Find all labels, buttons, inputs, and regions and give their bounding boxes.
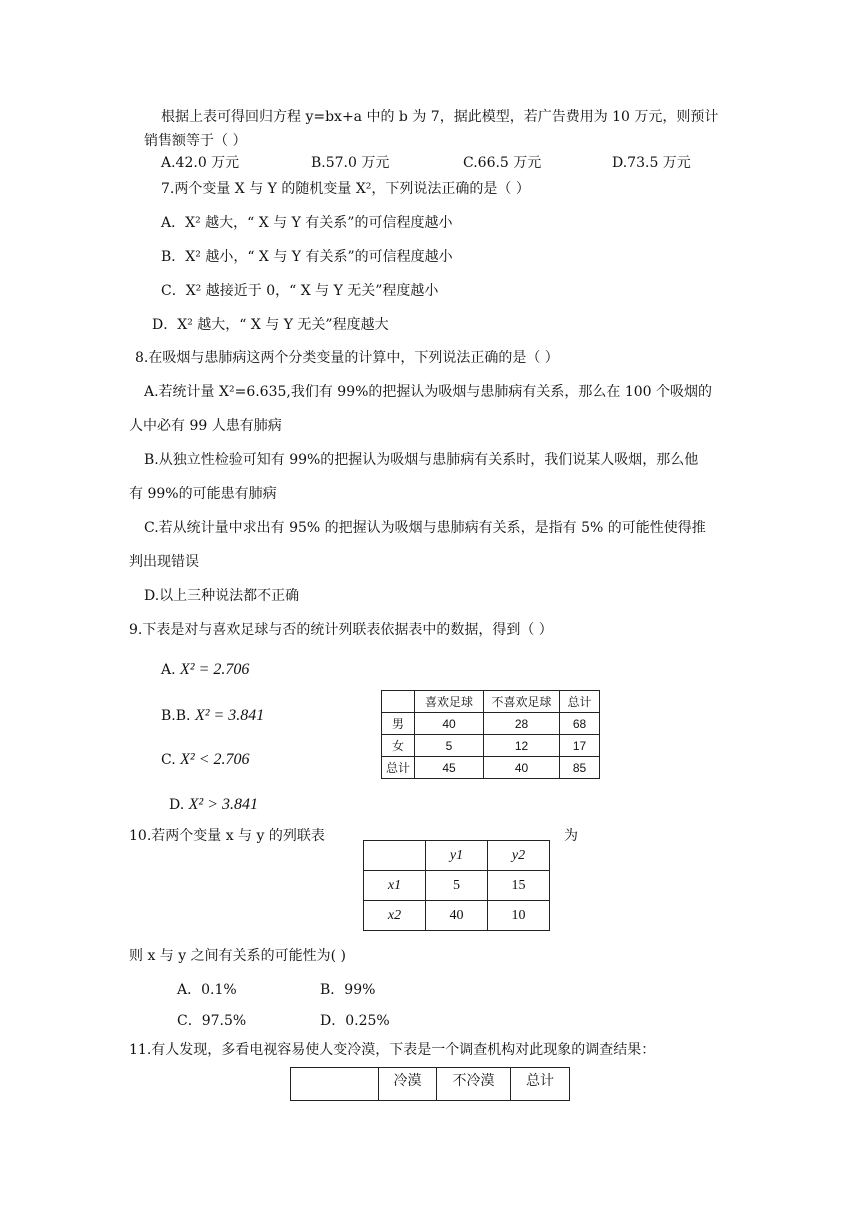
table-cell xyxy=(291,1068,379,1101)
table-cell: 男 xyxy=(382,713,415,735)
table-cell: 28 xyxy=(484,713,560,735)
q8-option-a-line1: A.若统计量 X²=6.635,我们有 99%的把握认为吸烟与患肺病有关系，那么在 100 个吸烟的 xyxy=(144,384,713,400)
table-row xyxy=(382,735,600,757)
q11-survey-table xyxy=(290,1067,570,1101)
table-cell: 5 xyxy=(426,871,488,901)
q8-option-c-line2: 判出现错误 xyxy=(129,554,199,570)
q7-stem: 7.两个变量 X 与 Y 的随机变量 X²，下列说法正确的是（ ） xyxy=(161,181,530,197)
table-cell: 12 xyxy=(484,735,560,757)
q8-option-b-line2: 有 99%的可能患有肺病 xyxy=(129,486,277,502)
table-cell: 总计 xyxy=(382,757,415,779)
q10-stem-right: 为 xyxy=(564,828,578,844)
table-row xyxy=(382,757,600,779)
table-cell: 40 xyxy=(415,713,484,735)
q8-option-b-line1: B.从独立性检验可知有 99%的把握认为吸烟与患肺病有关系时，我们说某人吸烟，那么他 xyxy=(144,452,699,468)
q6-option-b: B.57.0 万元 xyxy=(311,155,390,171)
q10-contingency-table xyxy=(363,840,550,931)
table-cell: 总计 xyxy=(560,691,600,713)
table-header-row xyxy=(291,1068,570,1101)
table-cell: 不冷漠 xyxy=(437,1068,511,1101)
q9-option-d: D. X² > 3.841 xyxy=(169,796,259,813)
table-cell: y2 xyxy=(488,841,550,871)
q10-option-a: A．0.1% xyxy=(177,982,237,998)
table-cell: 5 xyxy=(415,735,484,757)
q10-stem-left: 10.若两个变量 x 与 y 的列联表 xyxy=(129,828,325,844)
q7-option-d: D．X² 越大，“ X 与 Y 无关”程度越大 xyxy=(152,317,389,333)
q7-option-b: B．X² 越小，“ X 与 Y 有关系”的可信程度越小 xyxy=(161,249,453,265)
table-row xyxy=(364,871,550,901)
q6-line1: 根据上表可得回归方程 y=bx+a 中的 b 为 7，据此模型，若广告费用为 10 万元，则预计 xyxy=(161,109,719,125)
table-cell: 总计 xyxy=(511,1068,570,1101)
q8-option-c-line1: C.若从统计量中求出有 95% 的把握认为吸烟与患肺病有关系，是指有 5% 的可能性使得推 xyxy=(144,520,706,536)
q9-stem: 9.下表是对与喜欢足球与否的统计列联表依据表中的数据，得到（ ） xyxy=(129,622,553,638)
q8-option-d: D.以上三种说法都不正确 xyxy=(144,588,300,604)
q6-option-d: D.73.5 万元 xyxy=(612,155,691,171)
table-cell: 40 xyxy=(426,901,488,931)
q7-option-a: A．X² 越大，“ X 与 Y 有关系”的可信程度越小 xyxy=(161,215,453,231)
q6-line2: 销售额等于（ ） xyxy=(144,133,247,149)
q9-option-a: A. X² = 2.706 xyxy=(161,661,250,678)
table-cell xyxy=(364,841,426,871)
table-cell: 68 xyxy=(560,713,600,735)
q10-line2: 则 x 与 y 之间有关系的可能性为( ) xyxy=(129,948,346,964)
q10-option-b: B．99% xyxy=(320,982,376,998)
table-cell: 45 xyxy=(415,757,484,779)
table-cell: 40 xyxy=(484,757,560,779)
q8-option-a-line2: 人中必有 99 人患有肺病 xyxy=(129,418,282,434)
table-cell: 85 xyxy=(560,757,600,779)
table-cell: y1 xyxy=(426,841,488,871)
table-cell: 不喜欢足球 xyxy=(484,691,560,713)
table-header-row xyxy=(364,841,550,871)
table-cell: x1 xyxy=(364,871,426,901)
q9-option-c: C. X² < 2.706 xyxy=(161,751,250,768)
q10-option-c: C．97.5% xyxy=(177,1013,247,1029)
q8-stem: 8.在吸烟与患肺病这两个分类变量的计算中，下列说法正确的是（ ） xyxy=(135,350,559,366)
q10-option-d: D．0.25% xyxy=(320,1013,390,1029)
table-header-row xyxy=(382,691,600,713)
table-cell: x2 xyxy=(364,901,426,931)
q6-option-c: C.66.5 万元 xyxy=(463,155,542,171)
table-cell: 10 xyxy=(488,901,550,931)
table-cell: 15 xyxy=(488,871,550,901)
table-cell: 17 xyxy=(560,735,600,757)
q9-contingency-table xyxy=(381,690,600,779)
table-row xyxy=(382,713,600,735)
table-cell: 冷漠 xyxy=(379,1068,437,1101)
q7-option-c: C．X² 越接近于 0，“ X 与 Y 无关”程度越小 xyxy=(161,283,439,299)
q9-option-b: B.B. X² = 3.841 xyxy=(161,707,265,724)
table-cell: 女 xyxy=(382,735,415,757)
table-cell: 喜欢足球 xyxy=(415,691,484,713)
q11-stem: 11.有人发现，多看电视容易使人变冷漠，下表是一个调查机构对此现象的调查结果： xyxy=(129,1042,656,1058)
q6-option-a: A.42.0 万元 xyxy=(161,155,240,171)
table-row xyxy=(364,901,550,931)
table-cell xyxy=(382,691,415,713)
